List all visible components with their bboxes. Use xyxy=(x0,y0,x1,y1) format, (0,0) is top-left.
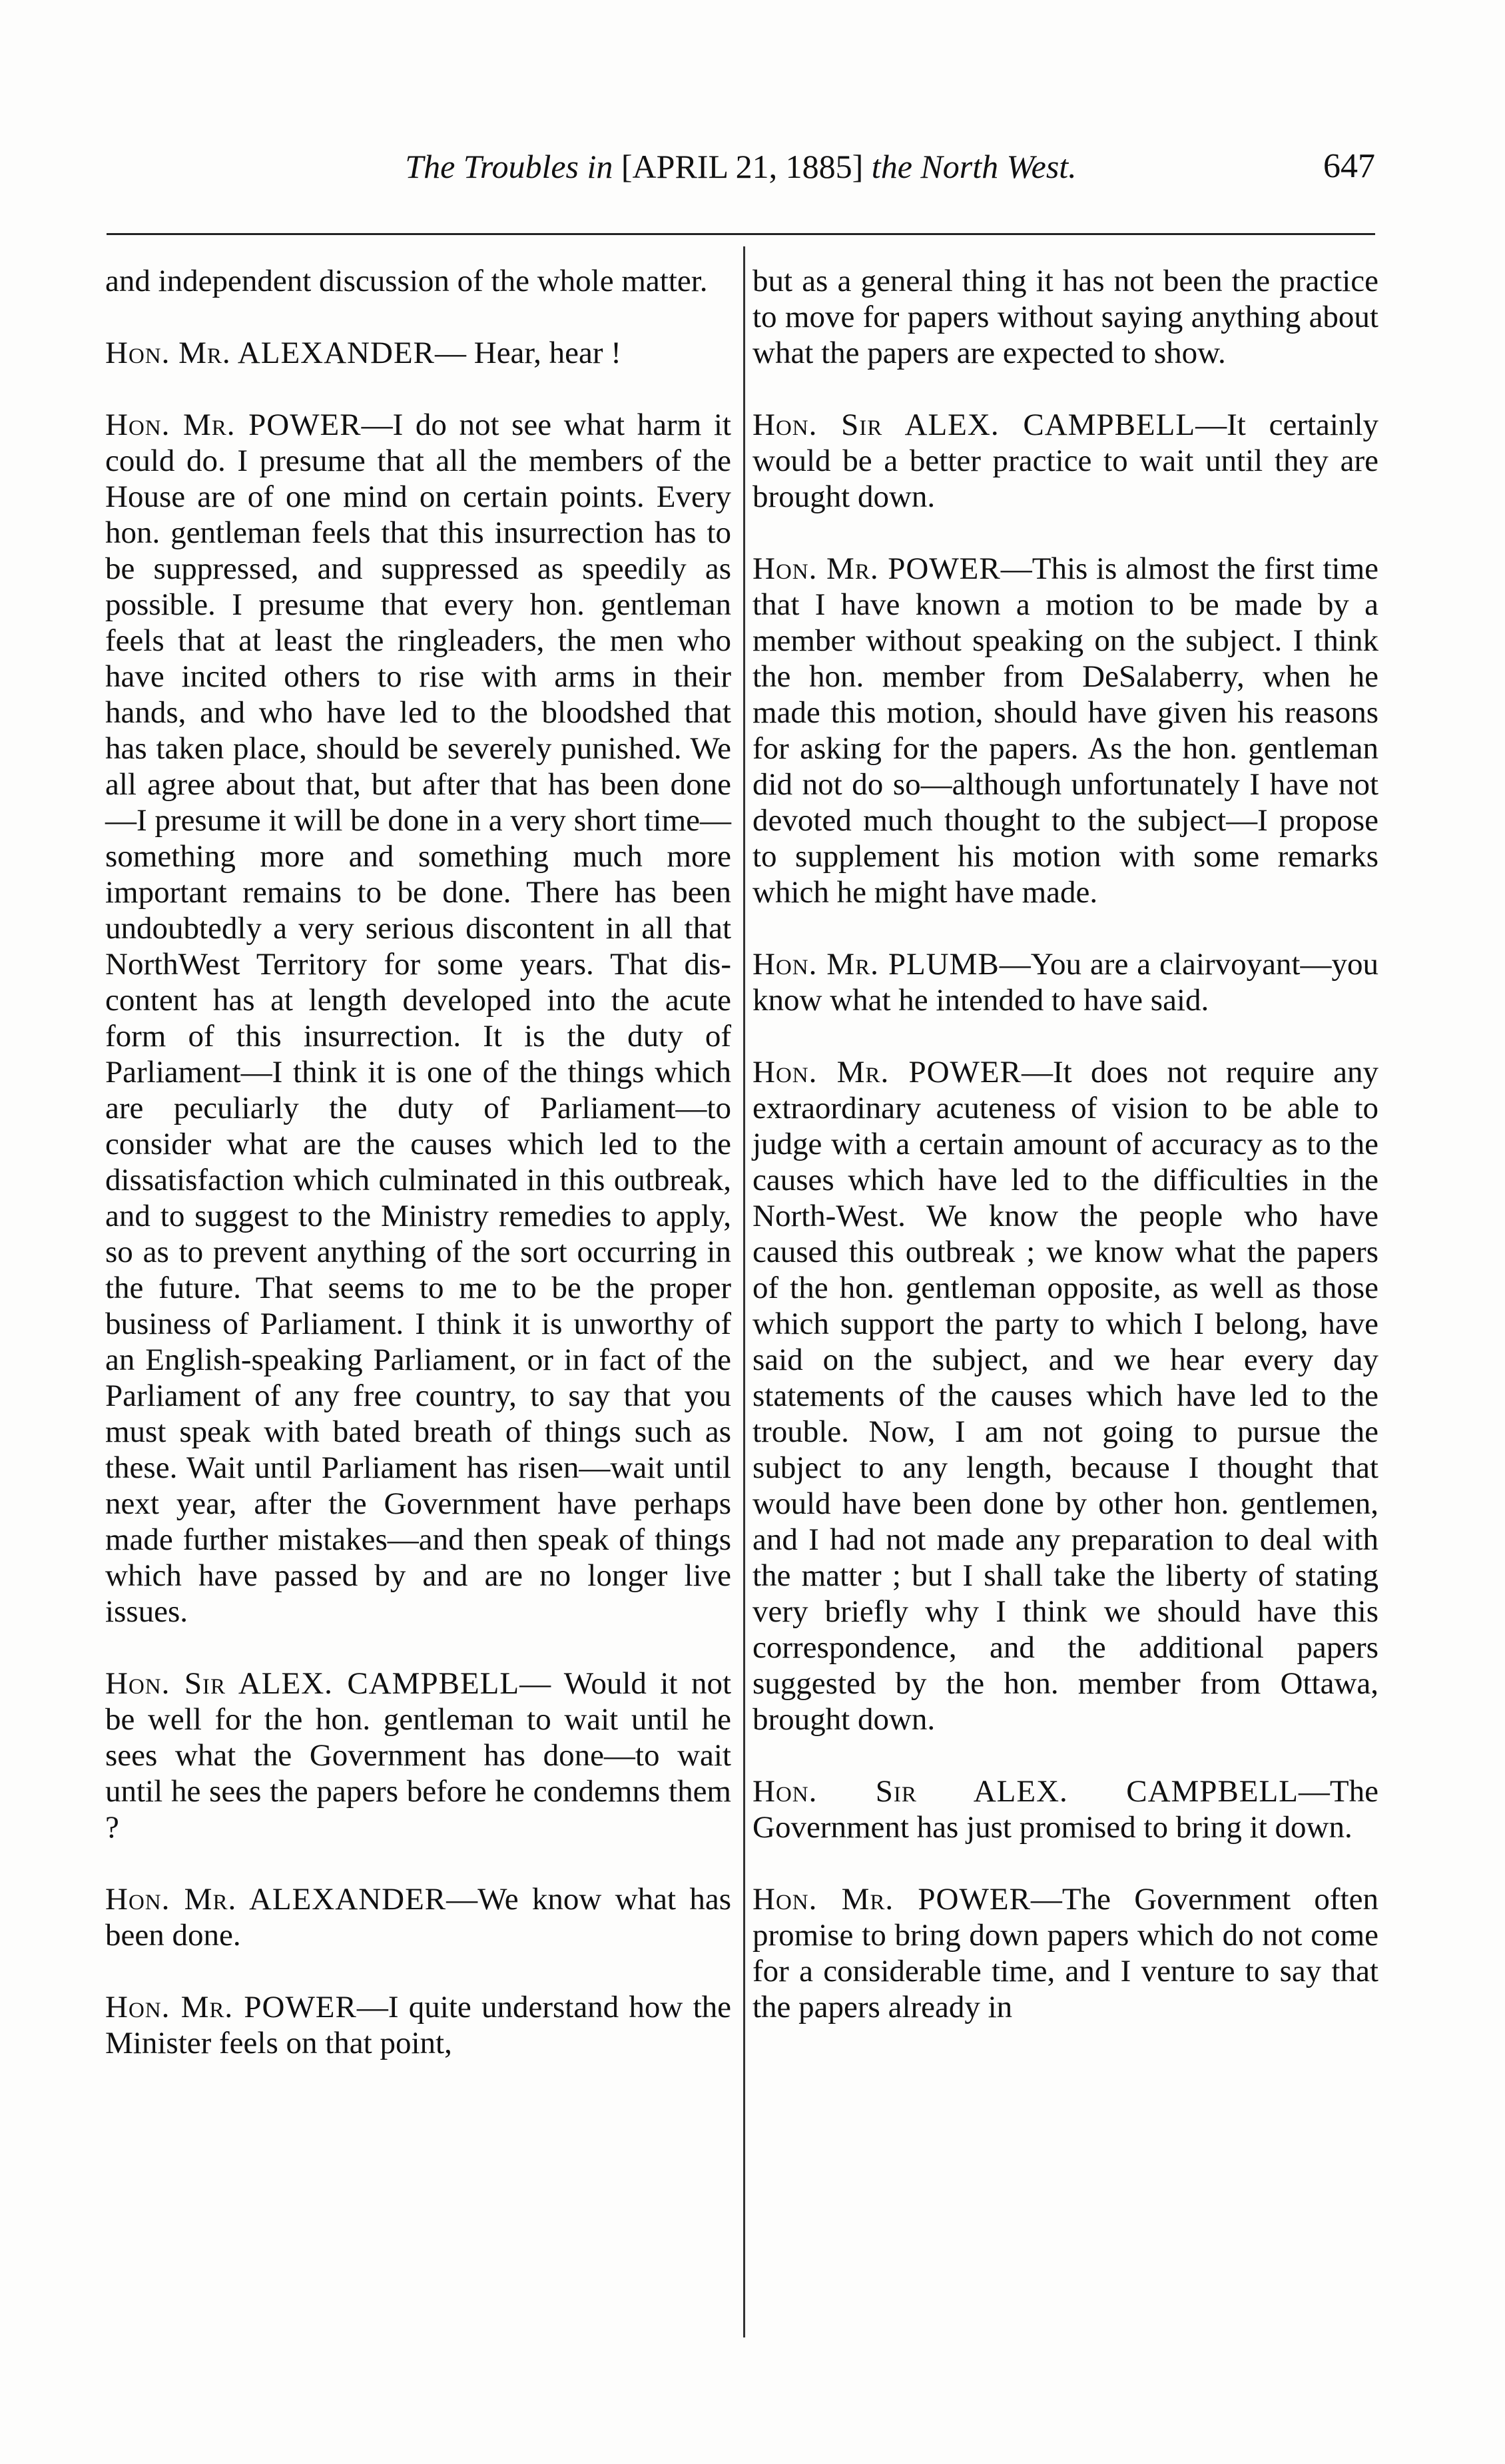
paragraph-text: — Would it not be well for the hon. gentleman to wait until he sees what the Government has done—to wait until he sees the papers before he condemns them ? xyxy=(105,1666,732,1845)
speaker-name: Hon. Sir ALEX. CAMPBELL xyxy=(752,408,1196,442)
paragraph xyxy=(105,335,731,371)
speaker-name: Hon. Mr. POWER xyxy=(105,1990,357,2024)
speaker-name: Hon. Mr. POWER xyxy=(752,551,1001,586)
paragraph-text: but as a general thing it has not been the practice to move for papers without saying anything about what the papers are expected to show. xyxy=(752,264,1378,370)
paragraph-text: — Hear, hear ! xyxy=(435,336,621,370)
paragraph xyxy=(105,1666,731,1845)
paragraph-text: —It does not require any extraordinary acuteness of vision to be able to judge with a certain amount of accuracy as to the causes which have led to the difficulties in the North-West. We know the people who have caused this outbreak ; we know what the papers of the hon. gentleman opposite, as well as those which support the party to which I belong, have said on the subject, and we hear every day statements of the causes which have led to the trouble. Now, I am not going to pursue the subject to any length, because I thought that would have been done by other hon. gentlemen, and I had not made any preparation to deal with the matter ; but I shall take the liberty of stating very briefly why I think we should have this correspondence, and the additional papers suggested by the hon. member from Ottawa, brought down. xyxy=(752,1055,1378,1737)
paragraph xyxy=(105,263,731,299)
paragraph xyxy=(105,407,731,1630)
right-column xyxy=(752,263,1378,2025)
speaker-name: Hon. Mr. POWER xyxy=(752,1882,1031,1917)
running-header xyxy=(107,140,1375,193)
page-number: 647 xyxy=(1323,147,1375,185)
header-title-right: the North West. xyxy=(871,148,1077,185)
paragraph-text: —You are a clairvoyant—you know what he intended to have said. xyxy=(752,947,1378,1018)
header-title-left: The Troubles in xyxy=(405,148,613,185)
running-title xyxy=(107,140,1375,193)
paragraph xyxy=(105,1989,731,2061)
paragraph-text: —The Government often promise to bring down papers which do not come for a considerable time, and I venture to say that the papers already in xyxy=(752,1882,1379,2024)
paragraph xyxy=(752,551,1378,910)
paragraph-text: —We know what has been done. xyxy=(105,1882,731,1953)
paragraph-text: —This is almost the first time that I have known a motion to be made by a member without speaking on the subject. I think the hon. member from DeSalaberry, when he made this motion, should have given his reasons for asking for the papers. As the hon. gentleman did not do so—although unfortunately I have not devoted much thought to the subject—I propose to supplement his motion with some remarks which he might have made. xyxy=(752,551,1378,910)
paragraph xyxy=(752,407,1378,515)
speaker-name: Hon. Mr. POWER xyxy=(752,1055,1022,1089)
header-date: [APRIL 21, 1885] xyxy=(621,148,864,185)
paragraph xyxy=(105,1881,731,1953)
column-divider xyxy=(743,246,745,2337)
paragraph-text: —I do not see what harm it could do. I presume that all the members of the House are of one mind on certain points. Every hon. gentleman feels that this insurrection has to be suppressed, and suppressed as speedily as possible. I presume that every hon. gentleman feels that at least the ringleaders, the men who have incited others to rise with arms in their hands, and who have led to the bloodshed that has taken place, should be severely punished. We all agree about that, but after that has been done—I presume it will be done in a very short time—something more and something much more important remains to be done. There has been undoubtedly a very serious discontent in all that NorthWest Territory for some years. That discontent has at length developed into the acute form of this insurrection. It is the duty of Parliament—I think it is one of the things which are peculiarly the duty of Parliament—to consider what are the causes which led to the dissatisfaction which culminated in this outbreak, and to suggest to the Ministry remedies to apply, so as to prevent anything of the sort occurring in the future. That seems to me to be the proper business of Parliament. I think it is unworthy of an English-speaking Parliament, or in fact of the Parliament of any free country, to say that you must speak with bated breath of things such as these. Wait until Parliament has risen—wait until next year, after the Government have perhaps made further mistakes—and then speak of things which have passed by and are no longer live issues. xyxy=(105,408,731,1629)
speaker-name: Hon. Mr. PLUMB xyxy=(752,947,1000,982)
paragraph xyxy=(752,946,1378,1018)
paragraph-text: —It certainly would be a better practice to wait until they are brought down. xyxy=(752,408,1379,514)
paragraph-text: and independent discussion of the whole matter. xyxy=(105,264,708,298)
speaker-name: Hon. Sir ALEX. CAMPBELL xyxy=(752,1774,1299,1809)
speaker-name: Hon. Sir ALEX. CAMPBELL xyxy=(105,1666,520,1701)
left-column xyxy=(105,263,731,2061)
paragraph-text: —I quite understand how the Minister feels on that point, xyxy=(105,1990,732,2060)
speaker-name: Hon. Mr. ALEXANDER xyxy=(105,336,435,370)
header-rule xyxy=(107,233,1375,235)
speaker-name: Hon. Mr. POWER xyxy=(105,408,362,442)
paragraph-text: —The Government has just promised to bring it down. xyxy=(752,1774,1378,1845)
paragraph xyxy=(752,263,1378,371)
paragraph xyxy=(752,1881,1378,2025)
paragraph xyxy=(752,1054,1378,1737)
speaker-name: Hon. Mr. ALEXANDER xyxy=(105,1882,447,1917)
paragraph xyxy=(752,1773,1378,1845)
